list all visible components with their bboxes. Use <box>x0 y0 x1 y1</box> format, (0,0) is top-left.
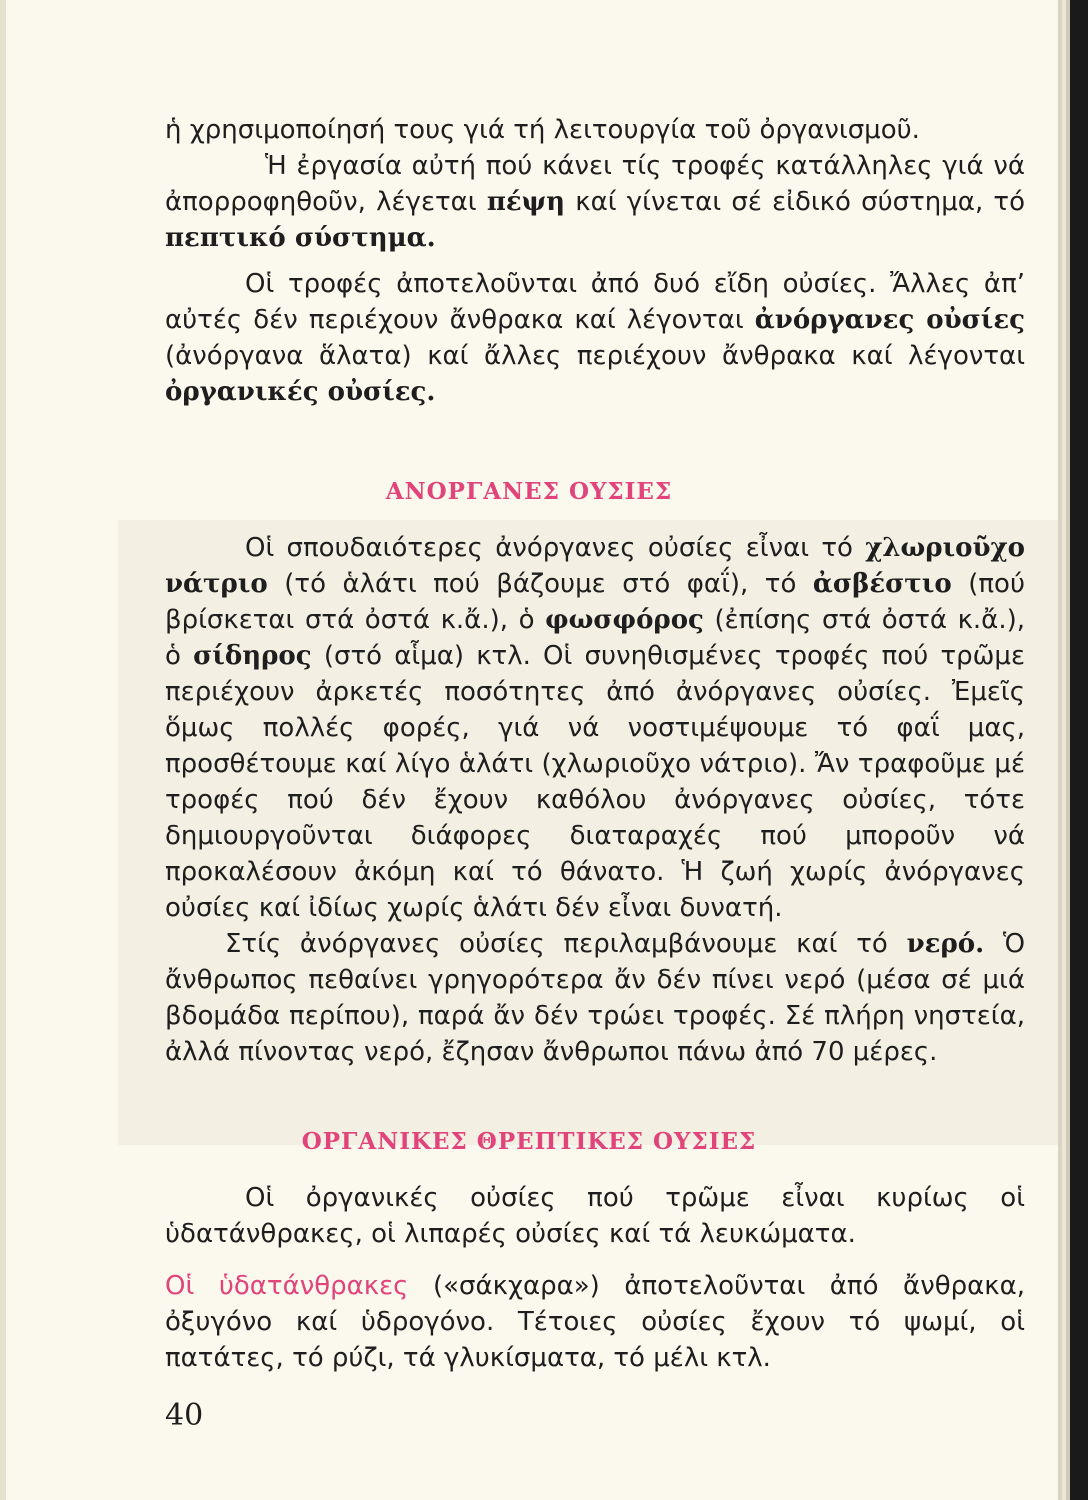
term-digestion: πέψη <box>486 187 566 217</box>
term-water: νερό. <box>906 929 985 959</box>
section-organic-body <box>165 1180 1025 1376</box>
section-inorganic-body <box>165 530 1025 1070</box>
intro-line-1: ἡ χρησιμοποίησή τους γιά τή λειτουργία τοῦ ὀργανισμοῦ. <box>165 115 920 145</box>
organic-paragraph-2: Οἱ ὑδατάνθρακες («σάκχαρα») ἀποτελοῦνται ἀπό ἄνθρακα, ὀξυγόνο καί ὑδρογόνο. Τέτοιες οὐσίες ἔχουν τό ψωμί, οἱ πατάτες, τό ρύζι, τά γλυκίσματα, τό μέλι κτλ. <box>165 1271 1025 1373</box>
term-sodium-chloride: χλωριοῦχο νάτριο <box>165 533 1025 599</box>
intro-paragraph-substances: Οἱ τροφές ἀποτελοῦνται ἀπό δυό εἴδη οὐσίες. Ἄλλες ἀπ’ αὐτές δέν περιέχουν ἄνθρακα καί λέγονται ἀνόργανες οὐσίες (ἀνόργανα ἅλατα) καί ἄλλες περιέχουν ἄνθρακα καί λέγονται ὀργανικές οὐσίες. <box>165 269 1026 407</box>
term-carbohydrates: Οἱ ὑδατάνθρακες <box>165 1271 409 1301</box>
term-calcium: ἀσβέστιο <box>812 569 952 599</box>
inorganic-paragraph-1: Οἱ σπουδαιότερες ἀνόργανες οὐσίες εἶναι τό χλωριοῦχο νάτριο (τό ἁλάτι πού βάζουμε στό φαΐ), τό ἀσβέστιο (πού βρίσκεται στά ὀστά κ.ἄ.), ὁ φωσφόρος (ἐπίσης στά ὀστά κ.ἄ.), ὁ σίδηρος (στό αἷμα) κτλ. Οἱ συνηθισμένες τροφές πού τρῶμε περιέχουν ἀρκετές ποσότητες ἀπό ἀνόργανες οὐσίες. Ἐμεῖς ὅμως πολλές φορές, γιά νά νοστιμέψουμε τό φαΐ μας, προσθέτουμε καί λίγο ἁλάτι (χλωριοῦχο νάτριο). Ἄν τραφοῦμε μέ τροφές πού δέν ἔχουν καθόλου ἀνόργανες οὐσίες, τότε δημιουργοῦνται διάφορες διαταραχές πού μποροῦν νά προκαλέσουν ἀκόμη καί τό θάνατο. Ἡ ζωή χωρίς ἀνόργανες οὐσίες καί ἰδίως χωρίς ἁλάτι δέν εἶναι δυνατή. <box>165 533 1026 923</box>
term-phosphorus: φωσφόρος <box>545 605 704 635</box>
term-iron: σίδηρος <box>193 641 312 671</box>
term-inorganic: ἀνόργανες οὐσίες <box>754 305 1026 335</box>
page-edge <box>0 0 6 1500</box>
heading-inorganic-substances: ΑΝΟΡΓΑΝΕΣ ΟΥΣΙΕΣ <box>385 478 673 505</box>
inorganic-paragraph-2: Στίς ἀνόργανες οὐσίες περιλαμβάνουμε καί τό νερό. Ὁ ἄνθρωπος πεθαίνει γρηγορότερα ἄν δέν πίνει νερό (μέσα σέ μιά βδομάδα περίπου), παρά ἄν δέν τρώει τροφές. Σέ πλήρη νηστεία, ἀλλά πίνοντας νερό, ἔζησαν ἄνθρωποι πάνω ἀπό 70 μέρες. <box>165 929 1025 1067</box>
intro-text <box>165 112 1025 410</box>
term-digestive-system: πεπτικό σύστημα. <box>165 223 436 253</box>
intro-paragraph-digestion: Ἡ ἐργασία αὐτή πού κάνει τίς τροφές κατάλληλες γιά νά ἀπορροφηθοῦν, λέγεται πέψη καί γίνεται σέ εἰδικό σύστημα, τό πεπτικό σύστημα. <box>165 151 1025 253</box>
heading-organic-nutrients: ΟΡΓΑΝΙΚΕΣ ΘΡΕΠΤΙΚΕΣ ΟΥΣΙΕΣ <box>301 1128 757 1155</box>
term-organic: ὀργανικές οὐσίες. <box>165 377 436 407</box>
page-number: 40 <box>165 1398 204 1433</box>
organic-paragraph-1: Οἱ ὀργανικές οὐσίες πού τρῶμε εἶναι κυρίως οἱ ὑδατάνθρακες, οἱ λιπαρές οὐσίες καί τά λευκώματα. <box>165 1183 1025 1249</box>
